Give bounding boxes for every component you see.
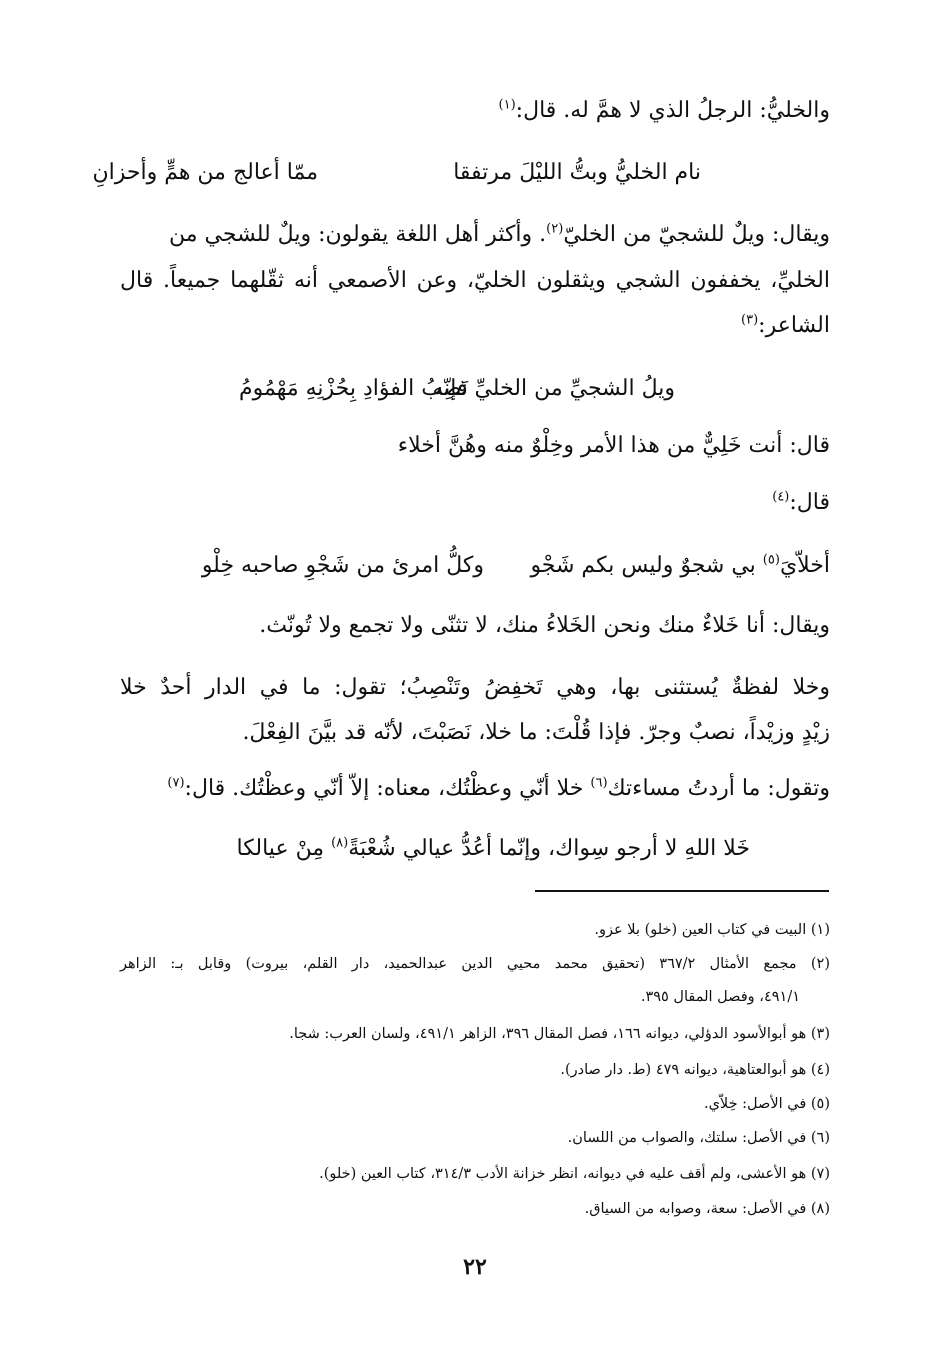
- footnote-ref-4: (٤): [772, 489, 790, 505]
- text-line-7: ويقال: أنا خَلاءٌ منك ونحن الخَلاءُ منك، لا تثنّى ولا تجمع ولا تُونّث.: [259, 613, 830, 638]
- footnote-5: (٥) في الأصل: خِلاّي.: [703, 1096, 830, 1112]
- verse-3-right: أخلاّيَ$^{(٥)}$ بي شجوٌ وليس بكم شَجْو: [530, 552, 830, 578]
- footnote-6: (٦) في الأصل: سلتك، والصواب من اللسان.: [567, 1130, 830, 1146]
- footnote-ref-8: (٨): [331, 835, 349, 851]
- footnote-2-continuation: ٤٩١/١، وفصل المقال ٣٩٥.: [640, 989, 800, 1005]
- footnote-ref-7: (٧): [167, 775, 185, 791]
- footnote-8: (٨) في الأصل: سعة، وصوابه من السياق.: [584, 1201, 830, 1217]
- text-line-3: الخليِّ، يخففون الشجي ويثقلون الخليّ، وعن الأصمعي أنه ثقّلهما جميعاً. قال: [120, 268, 830, 293]
- verse-2-right: ويلُ الشجيِّ من الخليِّ فإنّه: [432, 376, 675, 401]
- verse-4-right: خَلا اللهِ لا أرجو سِواك، وإنّما: [498, 836, 750, 861]
- footnote-ref-6: (٦): [590, 775, 608, 791]
- footnote-ref-1: (١): [498, 97, 516, 113]
- text-line-5: قال: أنت خَلِيٌّ من هذا الأمر وخِلْوٌ منه وهُنَّ أخلاء: [397, 433, 830, 458]
- footnote-2: (٢) مجمع الأمثال ٣٦٧/٢ (تحقيق محمد محيي الدين عبدالحميد، دار القلم، بيروت) وقابل بـ: الزاهر: [120, 956, 830, 972]
- verse-1-right: نام الخليُّ وبتُّ الليْلَ مرتفقا: [453, 160, 701, 185]
- text-line-6: قال:$^{(٤)}$: [772, 489, 830, 515]
- footnote-1: (١) البيت في كتاب العين (خلو) بلا عزو.: [594, 922, 830, 938]
- verse-3-left: وكلُّ امرئ من شَجْوِ صاحبه خِلْو: [201, 553, 484, 578]
- footnote-separator: [535, 890, 829, 892]
- text-line-8: وخلا لفظةٌ يُستثنى بها، وهي تَخفِضُ وتَنْصِبُ؛ تقول: ما في الدار أحدٌ خلا: [120, 675, 830, 700]
- text-line-9: زيْدٍ وزيْداً، نصبٌ وجرّ. فإذا قُلْتَ: ما خلا، نَصَبْتَ، لأنّه قد بيَّنَ الفِعْلَ.: [242, 720, 830, 745]
- footnote-ref-2: (٢): [546, 221, 564, 237]
- text-line-10: وتقول: ما أردتُ مساءتك$^{(٦)}$ خلا أنّي وعظْتُك، معناه: إلاّ أنّي وعظْتُك. قال:$^{(٧)}$: [167, 775, 830, 801]
- footnote-7: (٧) هو الأعشى، ولم أقف عليه في ديوانه، انظر خزانة الأدب ٣١٤/٣، كتاب العين (خلو).: [319, 1166, 830, 1182]
- verse-2-left: نَصِبُ الفؤادِ بِحُزْنِهِ مَهْمُومُ: [238, 376, 468, 401]
- text-line-2: ويقال: ويلٌ للشجيّ من الخليّ$^{(٢)}$. وأكثر أهل اللغة يقولون: ويلٌ للشجي من: [169, 221, 830, 247]
- page-number: ٢٢: [463, 1254, 487, 1280]
- text-line-1: والخليُّ: الرجلُ الذي لا همَّ له. قال:$^{(١)}$: [498, 97, 830, 123]
- verse-1-left: ممّا أعالج من همٍّ وأحزانِ: [92, 160, 318, 185]
- verse-4-left: أعُدُّ عيالي شُعْبَةً$^{(٨)}$ مِنْ عيالكا: [236, 835, 492, 861]
- footnote-3: (٣) هو أبوالأسود الدؤلي، ديوانه ١٦٦، فصل المقال ٣٩٦، الزاهر ٤٩١/١، ولسان العرب: شجا.: [289, 1026, 830, 1042]
- footnote-4: (٤) هو أبوالعتاهية، ديوانه ٤٧٩ (ط. دار صادر).: [560, 1062, 830, 1078]
- footnote-ref-5: (٥): [762, 552, 780, 568]
- footnote-ref-3: (٣): [741, 312, 759, 328]
- text-line-4: الشاعر:$^{(٣)}$: [741, 312, 830, 338]
